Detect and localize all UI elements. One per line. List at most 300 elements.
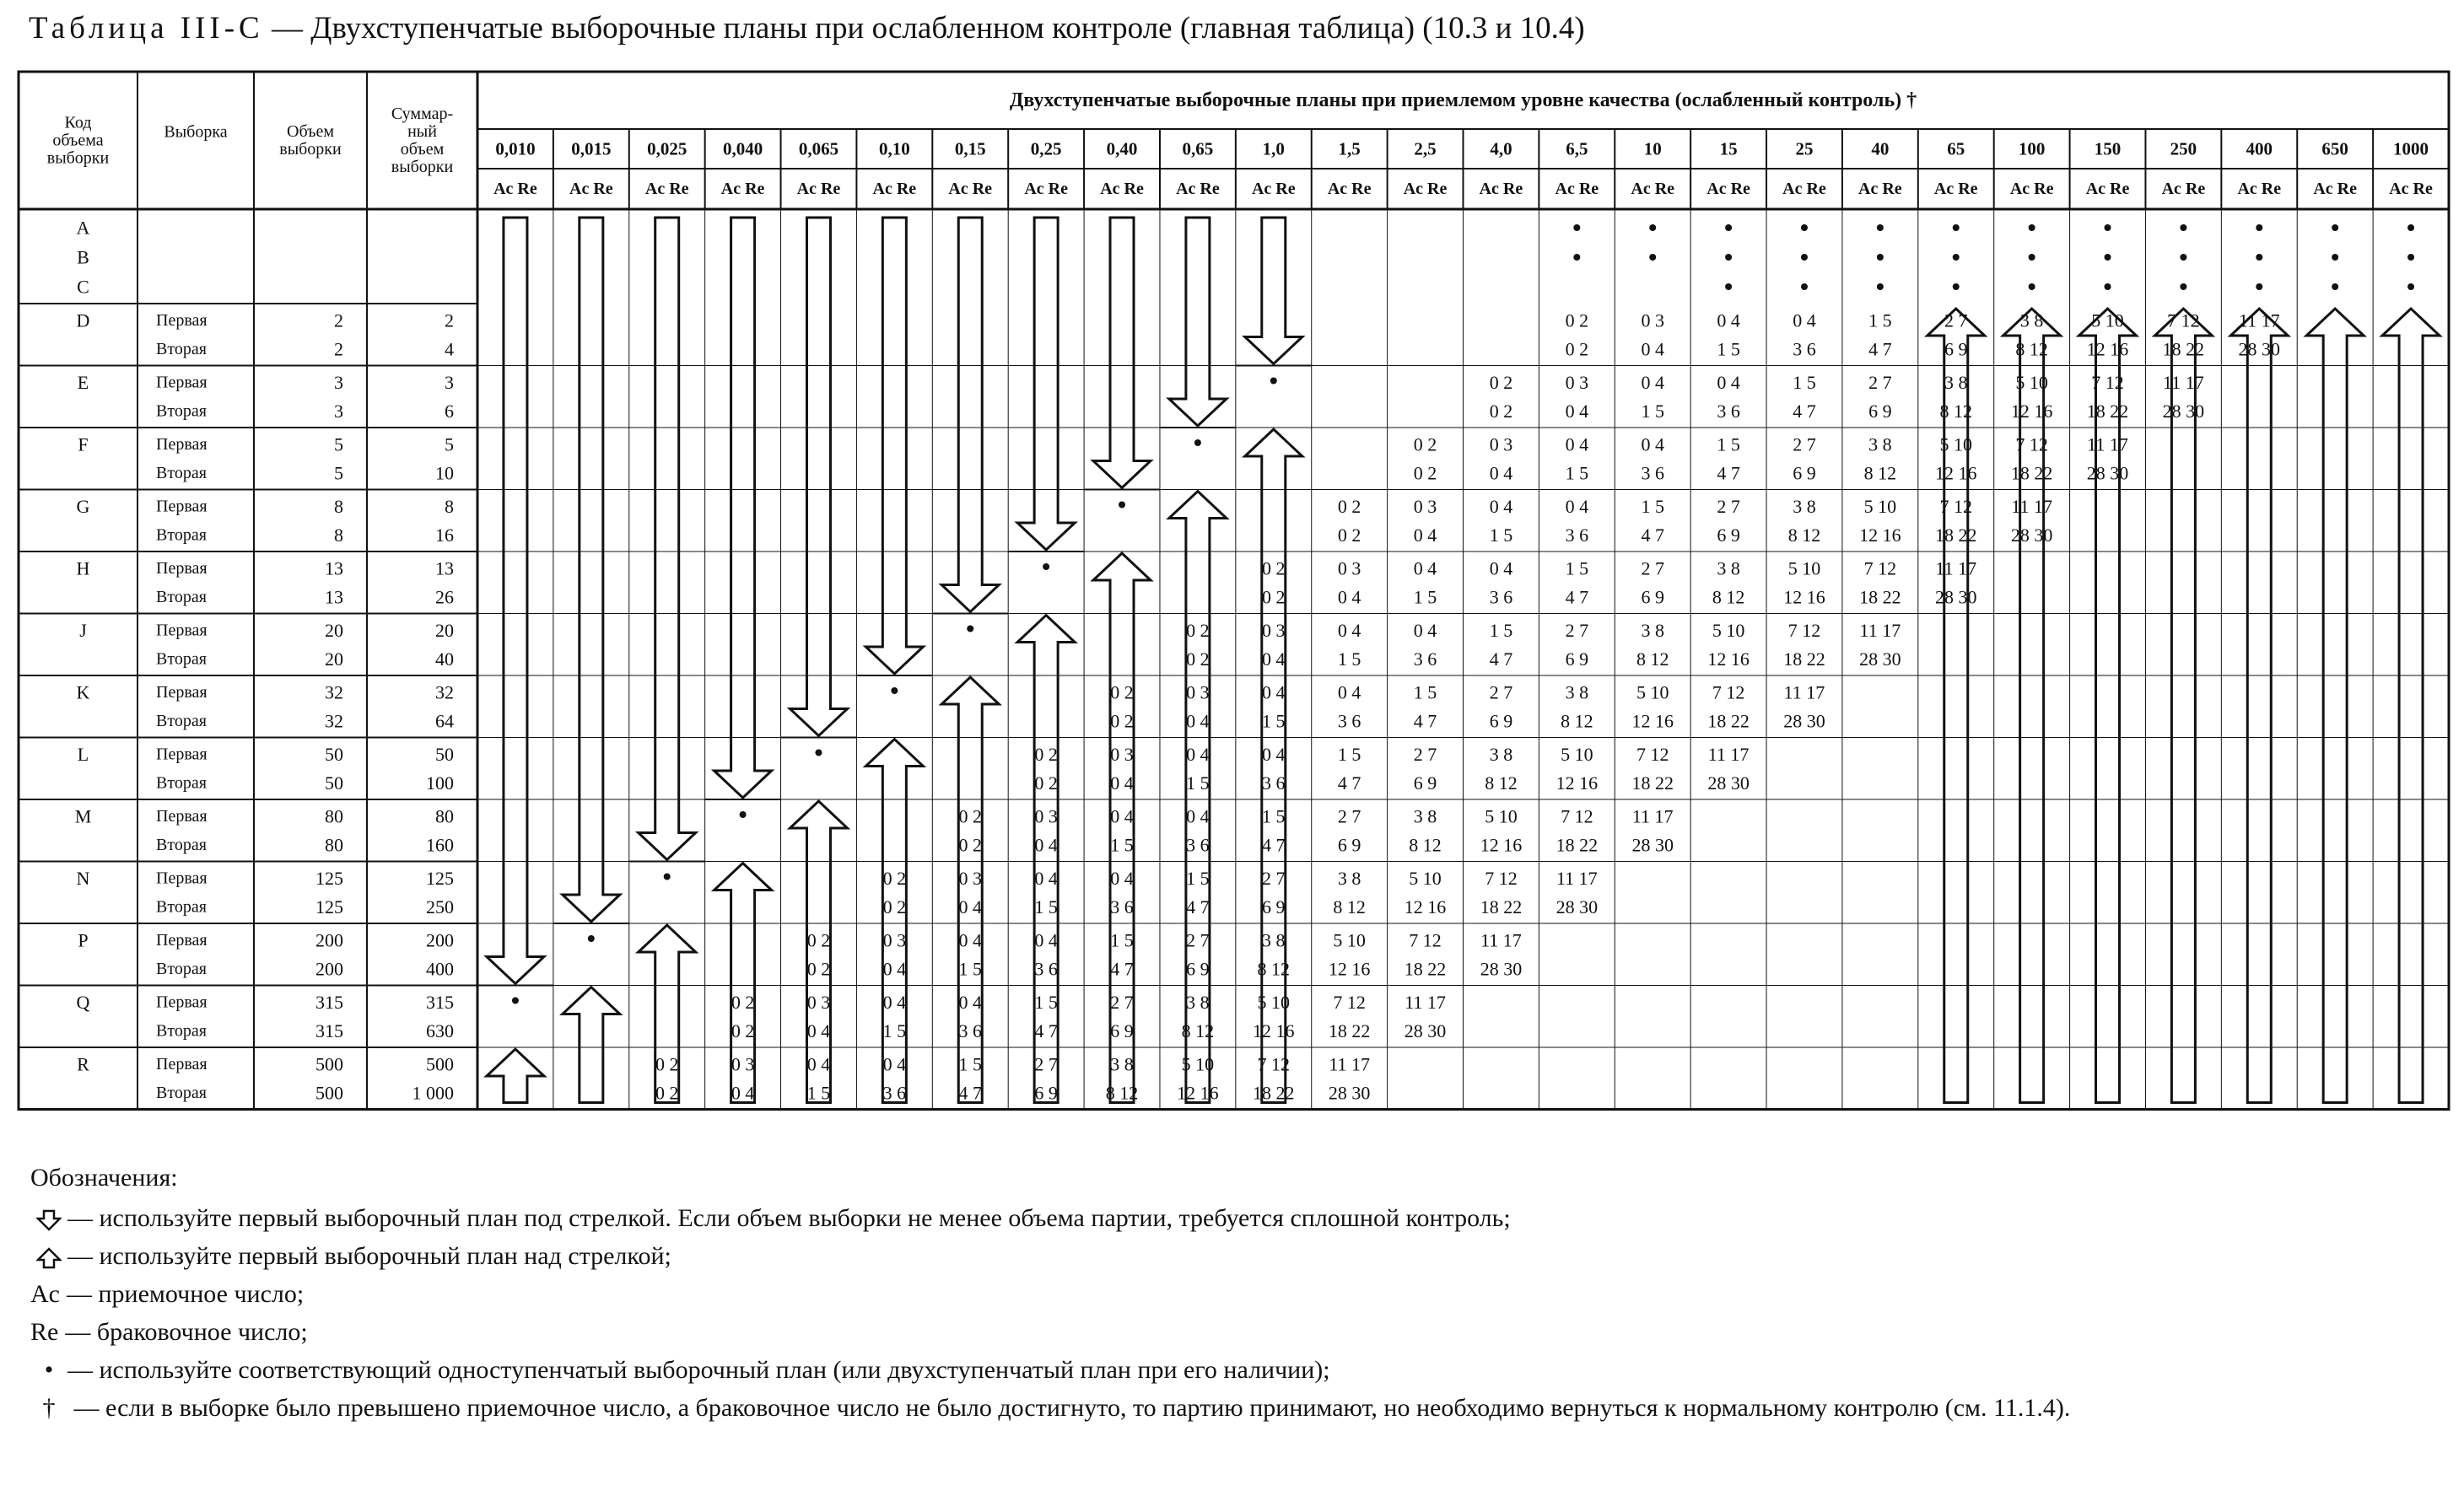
ac-re-value: 0 2 [958,834,982,856]
code-letter: E [77,372,89,393]
sample-size-value: 500 [315,1082,343,1104]
cumulative-size-value: 1 000 [412,1082,454,1104]
ac-re-value: 4 7 [1641,525,1664,546]
down-arrow-icon [1017,218,1075,550]
ac-re-value: 2 7 [1641,557,1664,579]
ac-re-value: 0 3 [1034,805,1058,827]
sample-first-label: Первая [156,497,208,516]
aql-level-label: 65 [1947,138,1965,159]
ac-re-value: 4 7 [1565,586,1589,608]
ac-re-value: 0 4 [1489,462,1513,484]
aql-level-label: 0,65 [1182,138,1214,159]
cumulative-size-value: 5 [445,433,454,455]
sample-size-value: 315 [315,1020,343,1041]
ac-re-value: 3 8 [1262,929,1286,951]
ac-re-value: 3 8 [1413,805,1437,827]
ac-re-value: 6 9 [1186,958,1210,980]
aql-level-label: 0,15 [954,138,986,159]
header-code-label: выборки [46,148,110,168]
single-plan-dot [2256,224,2262,231]
single-plan-dot [1877,224,1884,231]
ac-re-value: 0 4 [958,929,982,951]
ac-re-value: 28 30 [1859,648,1901,670]
ac-re-value: 28 30 [1480,958,1523,980]
sample-first-label: Первая [156,559,208,578]
sample-first-label: Первая [156,807,208,826]
ac-re-value: 5 10 [1485,805,1518,827]
ac-re-value: 18 22 [1783,648,1825,670]
sample-second-label: Вторая [156,464,207,482]
ac-re-value: 0 4 [1641,433,1664,455]
ac-re-value: 28 30 [2086,462,2129,484]
ac-re-value: 4 7 [1868,338,1892,360]
ac-re-value: 8 12 [1485,772,1518,794]
ac-re-value: 6 9 [1565,648,1589,670]
single-plan-dot [1801,283,1808,290]
ac-re-value: 2 7 [1717,496,1740,517]
ac-re-label: Ac Re [948,180,993,198]
single-plan-dot [1877,254,1884,261]
cumulative-size-value: 125 [426,868,454,889]
legend-dagger-row [30,1389,2409,1427]
ac-re-value: 5 10 [1561,744,1593,765]
ac-re-label: Ac Re [1631,180,1675,198]
ac-re-value: 8 12 [1712,586,1745,608]
ac-re-label: Ac Re [2009,180,2054,198]
ac-re-value: 18 22 [1707,710,1750,732]
aql-level-label: 6,5 [1566,138,1588,159]
ac-re-value: 4 7 [1489,648,1513,670]
cumulative-size-value: 20 [435,620,454,641]
ac-re-value: 0 4 [882,1053,907,1075]
ac-re-value: 11 17 [2163,372,2204,393]
down-arrow-icon [563,218,620,922]
ac-re-value: 1 5 [1489,620,1513,641]
ac-re-value: 1 5 [1565,557,1589,579]
ac-re-value: 28 30 [1783,710,1825,732]
header-cumulative-label: Суммар- [391,105,454,123]
ac-re-value: 3 6 [1413,648,1437,670]
aql-level-label: 650 [2321,138,2348,159]
ac-re-label: Ac Re [1933,180,1978,198]
ac-re-value: 0 3 [1110,744,1134,765]
sample-size-value: 2 [334,309,343,331]
ac-re-value: 8 12 [1181,1020,1215,1041]
ac-re-value: 0 3 [958,868,982,889]
ac-re-value: 0 4 [1565,433,1589,455]
ac-re-value: 3 6 [1717,401,1740,422]
ac-re-value: 28 30 [1707,772,1750,794]
single-plan-dot [2180,254,2186,261]
ac-re-value: 1 5 [1565,462,1589,484]
ac-re-value: 4 7 [1110,958,1134,980]
ac-re-value: 5 10 [1636,681,1669,703]
cumulative-size-value: 630 [426,1020,454,1041]
cumulative-size-value: 250 [426,896,454,917]
single-plan-dot [588,935,595,942]
sample-size-value: 20 [325,620,343,641]
ac-re-value: 0 4 [1489,557,1513,579]
ac-re-value: 11 17 [1631,805,1674,827]
down-arrow-icon [865,218,923,674]
ac-re-value: 6 9 [1337,834,1361,856]
sample-size-value: 20 [325,648,343,670]
sample-second-label: Вторая [156,340,207,358]
ac-re-value: 0 2 [1489,401,1513,422]
ac-re-value: 1 5 [1868,309,1892,331]
ac-re-value: 5 10 [1257,992,1291,1013]
table-frame [19,72,2449,1110]
aql-level-label: 0,010 [495,138,536,159]
single-plan-dot [1043,563,1049,570]
code-letter: K [76,681,90,703]
sample-size-value: 13 [325,586,343,608]
sample-first-label: Первая [156,993,208,1012]
ac-re-value: 0 3 [1186,681,1210,703]
sample-size-value: 80 [325,805,343,827]
ac-re-value: 0 2 [1413,433,1437,455]
ac-re-value: 0 2 [1186,648,1210,670]
code-letter: R [77,1053,89,1075]
sample-first-label: Первая [156,869,208,888]
header-main-label: Двухступенчатые выборочные планы при приемлемом уровне качества (ослабленный контроль) † [1009,89,1917,111]
ac-re-value: 0 2 [1565,338,1589,360]
ac-re-value: 2 7 [1413,744,1437,765]
ac-re-value: 12 16 [1859,525,1901,546]
single-plan-dot [2332,224,2338,231]
ac-re-value: 0 3 [1413,496,1437,517]
ac-re-value: 12 16 [1404,896,1447,917]
sample-first-label: Первая [156,373,208,392]
single-plan-dot [2180,283,2186,290]
ac-re-value: 0 2 [1413,462,1437,484]
ac-re-value: 8 12 [1409,834,1442,856]
ac-re-value: 12 16 [1783,586,1825,608]
single-plan-dot [2407,283,2414,290]
ac-re-value: 0 2 [1565,309,1589,331]
legend-dagger-text: — если в выборке было превышено приемочное число, а браковочное число не было достигнуто, то партию принимают, но необходимо вернуться к нормальному контролю (см. 11.1.4). [73,1394,2071,1422]
ac-re-value: 28 30 [2238,338,2281,360]
single-plan-dot [1270,378,1277,385]
sample-second-label: Вторая [156,1084,207,1102]
cumulative-size-value: 4 [445,338,454,360]
ac-re-value: 11 17 [1859,620,1901,641]
ac-re-value: 0 2 [1034,772,1058,794]
ac-re-value: 4 7 [958,1082,982,1104]
sample-size-value: 500 [315,1053,343,1075]
code-letter: C [77,276,89,298]
sample-size-value: 32 [325,681,343,703]
up-arrow-icon [865,740,923,1103]
single-plan-dot [1725,254,1732,261]
ac-re-label: Ac Re [1403,180,1448,198]
legend-up-text: — используйте первый выборочный план над стрелкой; [67,1242,671,1270]
sample-first-label: Первая [156,745,208,764]
sample-size-value: 3 [334,401,343,422]
sample-first-label: Первая [156,931,208,950]
single-plan-dot [2256,283,2262,290]
ac-re-value: 6 9 [1944,338,1968,360]
ac-re-value: 11 17 [1480,929,1522,951]
aql-level-label: 2,5 [1414,138,1437,159]
code-letter: G [76,496,90,517]
title-lead: Таблица III-С [29,11,264,46]
ac-re-value: 5 10 [1863,496,1897,517]
ac-re-value: 0 2 [806,958,831,980]
cumulative-size-value: 40 [435,648,454,670]
ac-re-value: 0 4 [1337,681,1361,703]
ac-re-value: 0 3 [1337,557,1361,579]
ac-re-value: 2 7 [1110,992,1134,1013]
cumulative-size-value: 26 [435,586,454,608]
header-code-label: Код [64,113,92,132]
aql-level-label: 0,40 [1106,138,1138,159]
header-code-label: объема [52,131,104,150]
ac-re-value: 3 6 [958,1020,982,1041]
ac-re-value: 5 10 [1409,868,1442,889]
ac-re-value: 12 16 [1556,772,1599,794]
single-plan-dot [2407,224,2414,231]
ac-re-value: 8 12 [1787,525,1821,546]
ac-re-value: 0 4 [1413,557,1437,579]
ac-re-value: 8 12 [1333,896,1366,917]
single-plan-dot [2105,283,2111,290]
ac-re-value: 8 12 [2015,338,2048,360]
aql-level-label: 150 [2094,138,2122,159]
ac-re-value: 0 4 [1034,929,1058,951]
code-letter: Q [76,992,90,1013]
single-plan-dot [1953,224,1960,231]
ac-re-value: 18 22 [1480,896,1523,917]
ac-re-value: 12 16 [1707,648,1750,670]
ac-re-value: 8 12 [1105,1082,1139,1104]
ac-re-value: 1 5 [1717,433,1740,455]
ac-re-value: 18 22 [2010,462,2053,484]
sample-second-label: Вторая [156,1021,207,1041]
ac-re-label: Ac Re [1858,180,1902,198]
ac-re-value: 7 12 [1712,681,1745,703]
code-letter: N [76,868,90,889]
ac-re-value: 11 17 [2087,433,2128,455]
single-plan-dot [2029,283,2035,290]
ac-re-value: 11 17 [1405,992,1446,1013]
ac-re-value: 18 22 [1935,525,1977,546]
ac-re-value: 3 6 [1641,462,1664,484]
ac-re-value: 0 4 [1262,744,1286,765]
ac-re-value: 6 9 [1868,401,1892,422]
ac-re-value: 5 10 [2091,309,2124,331]
ac-re-value: 1 5 [1413,586,1437,608]
ac-re-value: 4 7 [1413,710,1437,732]
ac-re-value: 7 12 [1561,805,1593,827]
cumulative-size-value: 400 [426,958,454,980]
sample-size-value: 8 [334,525,343,546]
ac-re-value: 0 2 [655,1053,679,1075]
ac-re-value: 3 6 [882,1082,907,1104]
ac-re-value: 28 30 [1404,1020,1447,1041]
ac-re-value: 3 6 [1034,958,1058,980]
ac-re-value: 11 17 [1935,557,1977,579]
ac-re-value: 3 8 [1717,557,1740,579]
aql-level-label: 0,040 [722,138,763,159]
ac-re-value: 0 2 [1489,372,1513,393]
code-letter: A [76,217,90,239]
ac-re-label: Ac Re [493,180,537,198]
single-plan-dot [1573,224,1580,231]
ac-re-label: Ac Re [1251,180,1296,198]
ac-re-value: 0 4 [1110,772,1134,794]
ac-re-value: 3 6 [1186,834,1210,856]
ac-re-value: 3 6 [1565,525,1589,546]
ac-re-value: 11 17 [1707,744,1750,765]
ac-re-value: 5 10 [1712,620,1745,641]
single-plan-dot [1801,224,1808,231]
ac-re-value: 12 16 [1253,1020,1295,1041]
ac-re-value: 3 8 [1868,433,1892,455]
sample-size-value: 50 [325,744,343,765]
ac-re-value: 2 7 [1337,805,1361,827]
single-plan-dot [1877,283,1884,290]
single-plan-dot [2105,224,2111,231]
ac-re-value: 0 2 [731,992,755,1013]
ac-re-value: 3 8 [1489,744,1513,765]
ac-re-value: 0 4 [1413,525,1437,546]
ac-re-value: 5 10 [1181,1053,1215,1075]
ac-re-value: 8 12 [1863,462,1897,484]
ac-re-value: 0 2 [882,868,907,889]
ac-re-value: 0 4 [882,992,907,1013]
single-plan-dot [967,626,973,632]
sample-size-value: 50 [325,772,343,794]
ac-re-label: Ac Re [2161,180,2206,198]
ac-re-value: 3 8 [2019,309,2044,331]
aql-level-label: 4,0 [1490,138,1512,159]
ac-re-value: 0 3 [882,929,907,951]
ac-re-value: 0 4 [1717,372,1740,393]
ac-re-value: 0 4 [958,992,982,1013]
cumulative-size-value: 13 [435,557,454,579]
ac-re-value: 0 4 [1110,805,1134,827]
legend [30,1157,2409,1461]
ac-re-value: 1 5 [806,1082,831,1104]
sample-size-value: 125 [315,896,343,917]
ac-re-value: 28 30 [1556,896,1599,917]
single-plan-dot [1953,254,1960,261]
legend-down-row [30,1199,2409,1237]
cumulative-size-value: 200 [426,929,454,951]
ac-re-value: 2 7 [1793,433,1816,455]
sample-size-value: 3 [334,372,343,393]
ac-re-value: 1 5 [1034,992,1058,1013]
code-letter: J [79,620,87,641]
ac-re-value: 0 4 [1641,338,1664,360]
ac-re-value: 0 4 [1413,620,1437,641]
ac-re-value: 28 30 [1328,1082,1371,1104]
ac-re-value: 0 2 [1034,744,1058,765]
ac-re-value: 3 8 [1337,868,1361,889]
ac-re-value: 0 4 [1034,834,1058,856]
ac-re-value: 28 30 [1935,586,1977,608]
ac-re-value: 1 5 [1641,401,1664,422]
ac-re-value: 0 3 [1565,372,1589,393]
ac-re-value: 0 4 [806,1053,831,1075]
title-text: — Двухступенчатые выборочные планы при ослабленном контроле (главная таблица) (10.3 и 10.4) [271,11,1585,46]
ac-re-value: 3 8 [1565,681,1589,703]
ac-re-value: 2 7 [1262,868,1286,889]
single-plan-dot [2105,254,2111,261]
ac-re-value: 0 4 [1186,710,1210,732]
ac-re-value: 0 4 [1565,496,1589,517]
ac-re-value: 18 22 [1556,834,1599,856]
ac-re-value: 8 12 [1636,648,1669,670]
sample-size-value: 80 [325,834,343,856]
aql-level-label: 1,0 [1262,138,1285,159]
single-plan-dot [740,811,747,818]
ac-re-value: 0 2 [958,805,982,827]
cumulative-size-value: 100 [426,772,454,794]
code-letter: H [76,557,90,579]
ac-re-label: Ac Re [2237,180,2282,198]
single-plan-dot [891,687,898,694]
ac-re-value: 1 5 [1186,868,1210,889]
ac-re-value: 7 12 [1939,496,1972,517]
ac-re-value: 3 6 [1337,710,1361,732]
ac-re-value: 0 4 [1489,496,1513,517]
single-plan-dot [512,998,519,1004]
ac-re-value: 12 16 [1328,958,1371,980]
ac-re-value: 6 9 [1262,896,1286,917]
single-plan-dot [2332,283,2338,290]
sample-second-label: Вторая [156,773,207,793]
ac-re-value: 18 22 [1631,772,1674,794]
ac-re-value: 0 3 [806,992,831,1013]
ac-re-value: 7 12 [1485,868,1518,889]
ac-re-value: 28 30 [2162,401,2205,422]
ac-re-value: 7 12 [1787,620,1821,641]
aql-level-label: 100 [2018,138,2046,159]
code-letter: D [76,309,90,331]
ac-re-value: 0 3 [1641,309,1664,331]
ac-re-value: 28 30 [1631,834,1674,856]
aql-level-label: 400 [2246,138,2273,159]
legend-re-text: — браковочное число; [65,1318,308,1346]
ac-re-value: 0 4 [1337,620,1361,641]
sample-first-label: Первая [156,683,208,702]
ac-re-value: 0 2 [1186,620,1210,641]
down-arrow-icon [1093,218,1151,488]
sample-size-value: 200 [315,958,343,980]
sample-size-value: 5 [334,462,343,484]
ac-re-value: 6 9 [1489,710,1513,732]
ac-re-value: 4 7 [1717,462,1740,484]
ac-re-value: 0 4 [1262,648,1286,670]
sample-second-label: Вторая [156,712,207,730]
ac-re-value: 3 8 [1641,620,1664,641]
sample-size-value: 13 [325,557,343,579]
header-size-label: Объем [287,122,334,141]
ac-re-value: 12 16 [1177,1082,1219,1104]
legend-re-label: Re [30,1318,59,1346]
ac-re-value: 12 16 [1631,710,1674,732]
ac-re-value: 7 12 [1333,992,1366,1013]
ac-re-value: 6 9 [1717,525,1740,546]
ac-re-value: 0 4 [1110,868,1134,889]
code-letter: B [77,246,89,268]
ac-re-label: Ac Re [1024,180,1068,198]
ac-re-value: 4 7 [1262,834,1286,856]
cumulative-size-value: 160 [426,834,454,856]
ac-re-value: 0 2 [1110,681,1134,703]
